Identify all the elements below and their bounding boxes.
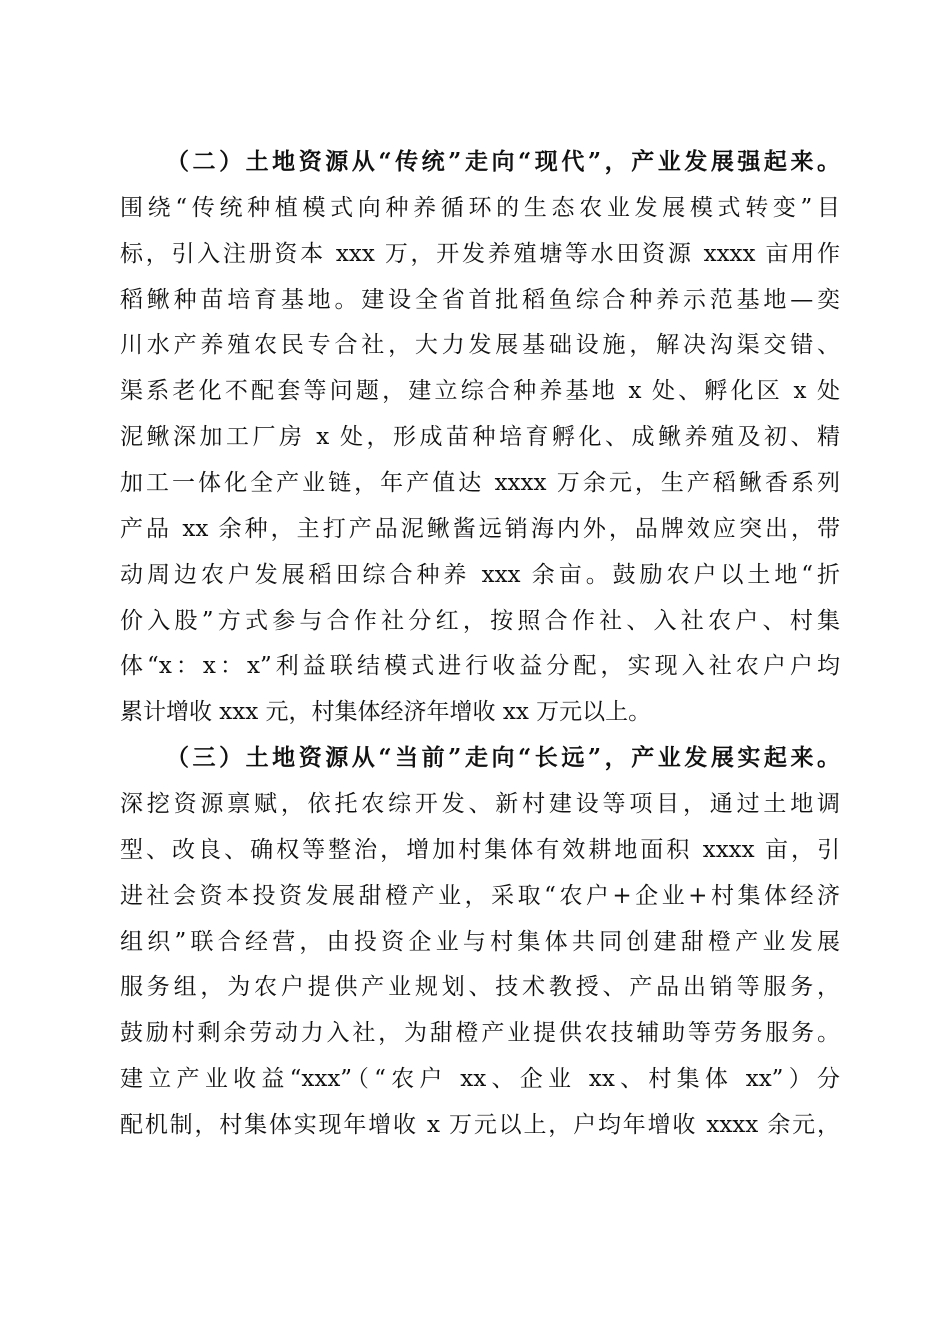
section-3-line: 进社会资本投资发展甜橙产业，采取“农户+企业+村集体经济 — [120, 883, 840, 909]
section-2-line: 渠系老化不配套等问题，建立综合种养基地 x 处、孵化区 x 处 — [120, 378, 840, 404]
section-2-line: 稻鳅种苗培育基地。建设全省首批稻鱼综合种养示范基地—奕 — [120, 287, 840, 313]
section-3-line: 深挖资源禀赋，依托农综开发、新村建设等项目，通过土地调 — [120, 791, 840, 817]
section-3-heading: （三）土地资源从“当前”走向“长远”，产业发展实起来。 — [166, 744, 840, 771]
section-2-line: 体“x：x：x”利益联结模式进行收益分配，实现入社农户户均 — [120, 653, 840, 679]
section-2-line: 加工一体化全产业链，年产值达 xxxx 万余元，生产稻鳅香系列 — [120, 470, 840, 496]
section-3-line: 型、改良、确权等整治，增加村集体有效耕地面积 xxxx 亩，引 — [120, 837, 840, 863]
section-3-line: 配机制，村集体实现年增收 x 万元以上，户均年增收 xxxx 余元， — [120, 1112, 840, 1138]
section-3-line: 建立产业收益“xxx”（“农户 xx、企业 xx、村集体 xx”）分 — [120, 1066, 840, 1092]
section-2-line: 累计增收 xxx 元，村集体经济年增收 xx 万元以上。 — [120, 699, 652, 725]
section-2-heading: （二）土地资源从“传统”走向“现代”，产业发展强起来。 — [166, 148, 840, 175]
section-3-line: 组织”联合经营，由投资企业与村集体共同创建甜橙产业发展 — [120, 929, 840, 955]
section-3-line: 鼓励村剩余劳动力入社，为甜橙产业提供农技辅助等劳务服务。 — [120, 1020, 840, 1046]
section-2-line: 标，引入注册资本 xxx 万，开发养殖塘等水田资源 xxxx 亩用作 — [120, 241, 840, 267]
section-3-line: 服务组，为农户提供产业规划、技术教授、产品出销等服务， — [120, 974, 840, 1000]
section-2-line: 泥鳅深加工厂房 x 处，形成苗种培育孵化、成鳅养殖及初、精 — [120, 424, 840, 450]
section-2-line: 价入股”方式参与合作社分红，按照合作社、入社农户、村集 — [120, 608, 840, 634]
section-2-line: 围绕“传统种植模式向种养循环的生态农业发展模式转变”目 — [120, 195, 840, 221]
section-2-line: 产品 xx 余种，主打产品泥鳅酱远销海内外，品牌效应突出，带 — [120, 516, 840, 542]
section-2-line: 川水产养殖农民专合社，大力发展基础设施，解决沟渠交错、 — [120, 332, 840, 358]
section-2-line: 动周边农户发展稻田综合种养 xxx 余亩。鼓励农户以土地“折 — [120, 562, 840, 588]
